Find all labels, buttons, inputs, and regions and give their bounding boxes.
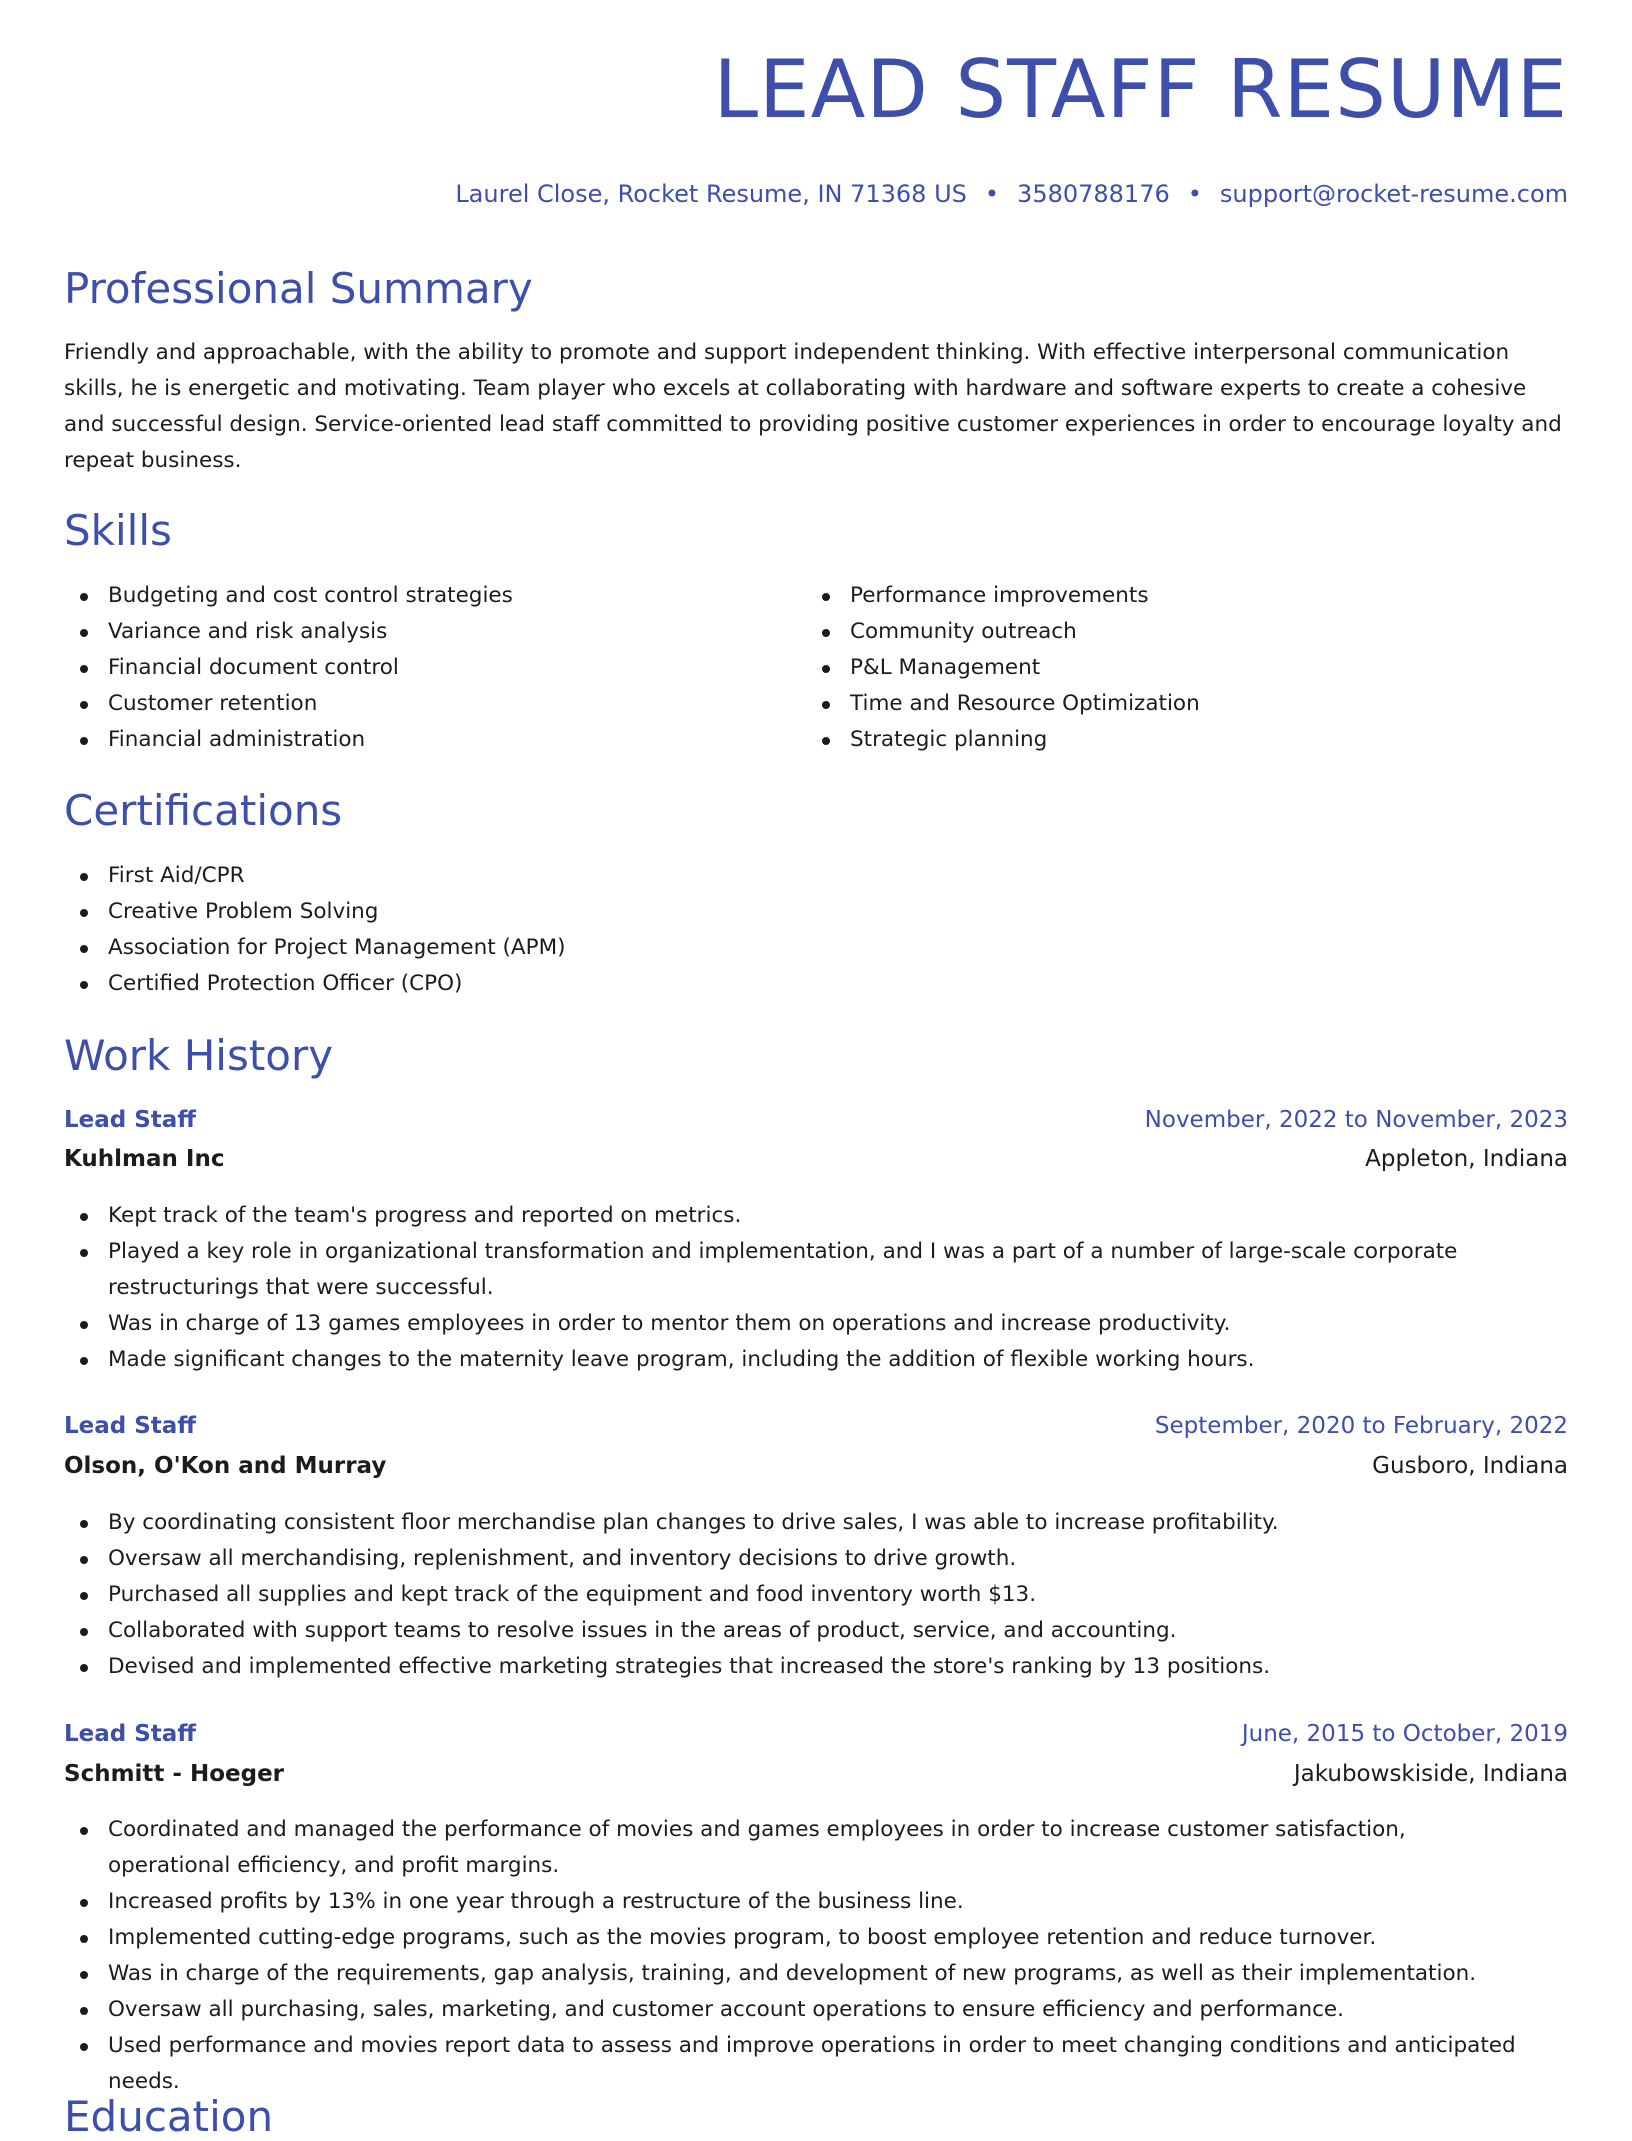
list-item: First Aid/CPR — [64, 858, 1568, 894]
job-title: Lead Staff — [64, 1107, 196, 1133]
list-item: Association for Project Management (APM) — [64, 930, 1568, 966]
skills-list-left — [64, 578, 784, 758]
job-bullets — [64, 1812, 1534, 2100]
list-item: Purchased all supplies and kept track of the equipment and food inventory worth $13. — [64, 1577, 1534, 1613]
skills-list-right — [806, 578, 1546, 758]
list-item: Community outreach — [806, 614, 1546, 650]
list-item: Financial document control — [64, 650, 784, 686]
list-item: Budgeting and cost control strategies — [64, 578, 784, 614]
list-item: Collaborated with support teams to resolve issues in the areas of product, service, and accounting. — [64, 1613, 1534, 1649]
list-item: Devised and implemented effective marketing strategies that increased the store's ranking by 13 positions. — [64, 1649, 1534, 1685]
job-location: Jakubowskiside, Indiana — [1293, 1761, 1568, 1787]
list-item: Strategic planning — [806, 722, 1546, 758]
list-item: Kept track of the team's progress and reported on metrics. — [64, 1198, 1534, 1234]
certifications-list — [64, 858, 1568, 1002]
contact-separator: • — [1187, 180, 1202, 208]
job-company: Schmitt - Hoeger — [64, 1761, 285, 1787]
job-title-row — [64, 1413, 1568, 1445]
job-dates: November, 2022 to November, 2023 — [1144, 1107, 1568, 1133]
job-location: Appleton, Indiana — [1365, 1146, 1568, 1172]
job-company: Kuhlman Inc — [64, 1146, 225, 1172]
job-title-row — [64, 1721, 1568, 1753]
list-item: P&L Management — [806, 650, 1546, 686]
list-item: Coordinated and managed the performance of movies and games employees in order to increase customer satisfaction, operational efficiency, and profit margins. — [64, 1812, 1534, 1884]
education-heading: Education — [64, 2092, 274, 2141]
list-item: Certified Protection Officer (CPO) — [64, 966, 1568, 1002]
contact-address: Laurel Close, Rocket Resume, IN 71368 US — [455, 180, 967, 208]
list-item: By coordinating consistent floor merchandise plan changes to drive sales, I was able to increase profitability. — [64, 1505, 1534, 1541]
contact-separator: • — [984, 180, 1000, 208]
job-bullets — [64, 1505, 1534, 1685]
list-item: Performance improvements — [806, 578, 1546, 614]
resume-title: LEAD STAFF RESUME — [713, 43, 1568, 136]
job-title-row — [64, 1107, 1568, 1139]
job-title: Lead Staff — [64, 1413, 196, 1439]
list-item: Creative Problem Solving — [64, 894, 1568, 930]
list-item: Oversaw all purchasing, sales, marketing, and customer account operations to ensure efficiency and performance. — [64, 1992, 1534, 2028]
contact-email[interactable]: support@rocket-resume.com — [1219, 180, 1568, 208]
list-item: Variance and risk analysis — [64, 614, 784, 650]
skills-heading: Skills — [64, 506, 172, 555]
job-bullets — [64, 1198, 1534, 1378]
summary-text: Friendly and approachable, with the ability to promote and support independent thinking. With effective interpersonal communication skills, he is energetic and motivating. Team player who excels at collaborating with hardware and software experts to create a cohesive and successful design. Service-oriented lead staff committed to providing positive customer experiences in order to encourage loyalty and repeat business. — [64, 340, 1562, 473]
list-item: Was in charge of the requirements, gap analysis, training, and development of new programs, as well as their implementation. — [64, 1956, 1534, 1992]
list-item: Was in charge of 13 games employees in order to mentor them on operations and increase productivity. — [64, 1306, 1534, 1342]
job-company: Olson, O'Kon and Murray — [64, 1453, 387, 1479]
summary-heading: Professional Summary — [64, 264, 533, 313]
contact-line — [455, 180, 1568, 208]
list-item: Customer retention — [64, 686, 784, 722]
job-location: Gusboro, Indiana — [1372, 1453, 1568, 1479]
list-item: Time and Resource Optimization — [806, 686, 1546, 722]
job-company-row — [64, 1146, 1568, 1178]
list-item: Played a key role in organizational transformation and implementation, and I was a part of a number of large-scale corporate restructurings that were successful. — [64, 1234, 1534, 1306]
job-company-row — [64, 1761, 1568, 1793]
list-item: Used performance and movies report data to assess and improve operations in order to meet changing conditions and anticipated needs. — [64, 2028, 1534, 2100]
job-company-row — [64, 1453, 1568, 1485]
job-title: Lead Staff — [64, 1721, 196, 1747]
job-dates: June, 2015 to October, 2019 — [1241, 1721, 1568, 1747]
list-item: Increased profits by 13% in one year through a restructure of the business line. — [64, 1884, 1534, 1920]
job-dates: September, 2020 to February, 2022 — [1154, 1413, 1568, 1439]
list-item: Financial administration — [64, 722, 784, 758]
work-history-heading: Work History — [64, 1031, 334, 1080]
list-item: Implemented cutting-edge programs, such as the movies program, to boost employee retention and reduce turnover. — [64, 1920, 1534, 1956]
certifications-heading: Certifications — [64, 786, 343, 835]
contact-phone: 3580788176 — [1017, 180, 1170, 208]
list-item: Oversaw all merchandising, replenishment, and inventory decisions to drive growth. — [64, 1541, 1534, 1577]
list-item: Made significant changes to the maternity leave program, including the addition of flexible working hours. — [64, 1342, 1534, 1378]
